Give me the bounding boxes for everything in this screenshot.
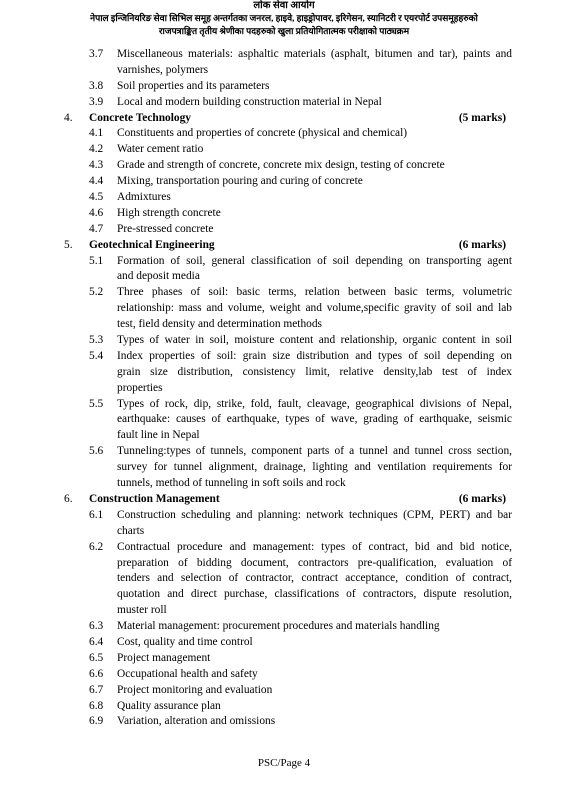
syllabus-item — [0, 190, 568, 206]
syllabus-item — [0, 699, 568, 715]
syllabus-item — [0, 79, 568, 95]
section-heading — [0, 492, 568, 508]
item-text: Water cement ratio — [117, 143, 204, 156]
item-text: preparation of bidding document, contractors pre-qualification, evaluation of — [117, 556, 512, 569]
item-number: 5.6 — [89, 445, 104, 458]
item-text: Types of rock, dip, strike, fold, fault, cleavage, geographical divisions of Nepal, — [117, 397, 512, 410]
section-heading — [0, 111, 568, 127]
section-number: 4. — [64, 111, 73, 124]
syllabus-item — [0, 158, 568, 174]
item-number: 4.3 — [89, 159, 104, 172]
item-text: and deposit media — [117, 270, 200, 283]
item-text: Formation of soil, general classification of soil depending on transporting agent — [117, 254, 512, 267]
syllabus-item — [0, 619, 568, 635]
section-title: Construction Management — [89, 492, 220, 505]
item-text: properties — [117, 381, 163, 394]
item-number: 6.4 — [89, 635, 104, 648]
item-number: 6.8 — [89, 699, 104, 712]
item-text: Local and modern building construction material in Nepal — [117, 95, 382, 108]
header-organization: लोक सेवा आयोग — [253, 0, 315, 11]
item-number: 4.5 — [89, 191, 104, 204]
syllabus-item-continuation — [0, 301, 568, 317]
section-marks: (6 marks) — [458, 238, 506, 251]
syllabus-item-continuation — [0, 524, 568, 540]
item-text: Construction scheduling and planning: network techniques (CPM, PERT) and bar — [117, 508, 512, 521]
syllabus-item-continuation — [0, 412, 568, 428]
syllabus-body — [0, 47, 568, 730]
section-number: 5. — [64, 238, 73, 251]
item-text: Project monitoring and evaluation — [117, 683, 273, 696]
item-text: Material management: procurement procedures and materials handling — [117, 620, 440, 633]
item-text: grain size distribution, consistency limit, relative density,lab test of index — [117, 365, 512, 378]
item-text: quotation and direct purchase, classifications of contractors, dispute resolution, — [117, 588, 512, 601]
item-text: Pre-stressed concrete — [117, 222, 214, 235]
item-text: Occupational health and safety — [117, 667, 258, 680]
syllabus-item-continuation — [0, 476, 568, 492]
syllabus-item — [0, 142, 568, 158]
item-number: 5.1 — [89, 254, 104, 267]
syllabus-item-continuation — [0, 603, 568, 619]
syllabus-item-continuation — [0, 381, 568, 397]
section-heading — [0, 238, 568, 254]
syllabus-item — [0, 540, 568, 556]
item-text: Variation, alteration and omissions — [117, 715, 276, 728]
item-text: Miscellaneous materials: asphaltic materials (asphalt, bitumen and tar), paints and — [117, 48, 512, 60]
section-number: 6. — [64, 492, 73, 505]
item-text: Three phases of soil: basic terms, relation between basic terms, volumetric — [117, 286, 512, 299]
item-number: 6.7 — [89, 683, 104, 696]
syllabus-item-continuation — [0, 317, 568, 333]
syllabus-item-continuation — [0, 556, 568, 572]
syllabus-item — [0, 635, 568, 651]
item-text: earthquake: causes of earthquake, types of wave, grading of earthquake, seismic — [117, 413, 512, 426]
syllabus-item-continuation — [0, 571, 568, 587]
item-text: fault line in Nepal — [117, 429, 200, 442]
item-text: charts — [117, 524, 145, 537]
item-number: 3.7 — [89, 48, 104, 60]
section-marks: (5 marks) — [458, 111, 506, 124]
syllabus-item — [0, 444, 568, 460]
syllabus-item — [0, 397, 568, 413]
syllabus-item — [0, 508, 568, 524]
syllabus-item — [0, 683, 568, 699]
syllabus-item — [0, 254, 568, 270]
item-number: 6.2 — [89, 540, 104, 553]
item-text: Admixtures — [117, 191, 171, 204]
item-number: 4.6 — [89, 206, 104, 219]
item-number: 4.7 — [89, 222, 104, 235]
item-text: Constituents and properties of concrete (physical and chemical) — [117, 127, 408, 140]
item-text: Types of water in soil, moisture content and relationship, organic content in soil — [117, 334, 512, 347]
item-text: Cost, quality and time control — [117, 635, 253, 648]
syllabus-item — [0, 206, 568, 222]
syllabus-item-continuation — [0, 269, 568, 285]
item-text: Contractual procedure and management: types of contract, bid and bid notice, — [117, 540, 512, 553]
syllabus-item-continuation — [0, 63, 568, 79]
item-text: tunnels, method of tunneling in soft soils and rock — [117, 477, 346, 490]
page-footer: PSC/Page 4 — [257, 757, 311, 769]
header-service-line: नेपाल इन्जिनियरिङ सेवा सिभिल समूह अन्तर्गतका जनरल, हाइवे, हाइड्रोपावर, इरिगेसन, स्यानिटरी र एयरपोर्ट उपसमूहहरुको — [90, 13, 478, 23]
syllabus-item — [0, 333, 568, 349]
section-marks: (6 marks) — [458, 492, 506, 505]
syllabus-item-continuation — [0, 365, 568, 381]
item-number: 6.9 — [89, 715, 104, 728]
syllabus-item — [0, 174, 568, 190]
syllabus-item — [0, 651, 568, 667]
item-number: 5.4 — [89, 349, 104, 362]
item-number: 6.6 — [89, 667, 104, 680]
item-text: tenders and selection of contractor, contract acceptance, condition of contract, — [117, 572, 512, 585]
item-text: Tunneling:types of tunnels, component parts of a tunnel and tunnel cross section, — [117, 445, 512, 458]
item-number: 5.3 — [89, 334, 104, 347]
item-number: 6.5 — [89, 651, 104, 664]
section-title: Concrete Technology — [89, 111, 191, 124]
item-number: 6.1 — [89, 508, 104, 521]
section-title: Geotechnical Engineering — [89, 238, 215, 251]
item-text: relationship: mass and volume, weight and volume,specific gravity of soil and lab — [117, 302, 512, 315]
item-number: 4.1 — [89, 127, 104, 140]
item-number: 3.9 — [89, 95, 104, 108]
syllabus-item — [0, 222, 568, 238]
item-text: Mixing, transportation pouring and curing of concrete — [117, 175, 363, 188]
syllabus-item-continuation — [0, 428, 568, 444]
item-text: Soil properties and its parameters — [117, 79, 270, 92]
syllabus-item — [0, 349, 568, 365]
item-text: test, field density and determination methods — [117, 318, 322, 331]
item-text: Index properties of soil: grain size distribution and types of soil depending on — [117, 349, 512, 362]
syllabus-item — [0, 126, 568, 142]
item-text: Project management — [117, 651, 211, 664]
header-syllabus-line: राजपत्राङ्कित तृतीय श्रेणीका पदहरुको खुला प्रतियोगितात्मक परीक्षाको पाठ्यक्रम — [158, 26, 410, 36]
item-text: High strength concrete — [117, 206, 221, 219]
item-number: 5.5 — [89, 397, 104, 410]
syllabus-item — [0, 285, 568, 301]
page-header — [0, 0, 568, 38]
item-text: Quality assurance plan — [117, 699, 221, 712]
item-number: 3.8 — [89, 79, 104, 92]
item-text: varnishes, polymers — [117, 63, 209, 76]
item-text: Grade and strength of concrete, concrete mix design, testing of concrete — [117, 159, 445, 172]
item-number: 4.2 — [89, 143, 104, 156]
item-number: 5.2 — [89, 286, 104, 299]
syllabus-item-continuation — [0, 587, 568, 603]
item-text: survey for tunnel alignment, drainage, lighting and ventilation requirements for — [117, 461, 512, 474]
syllabus-item — [0, 95, 568, 111]
syllabus-item — [0, 47, 568, 63]
syllabus-item — [0, 714, 568, 730]
syllabus-item-continuation — [0, 460, 568, 476]
item-number: 4.4 — [89, 175, 104, 188]
item-text: muster roll — [117, 604, 167, 617]
syllabus-item — [0, 667, 568, 683]
item-number: 6.3 — [89, 620, 104, 633]
